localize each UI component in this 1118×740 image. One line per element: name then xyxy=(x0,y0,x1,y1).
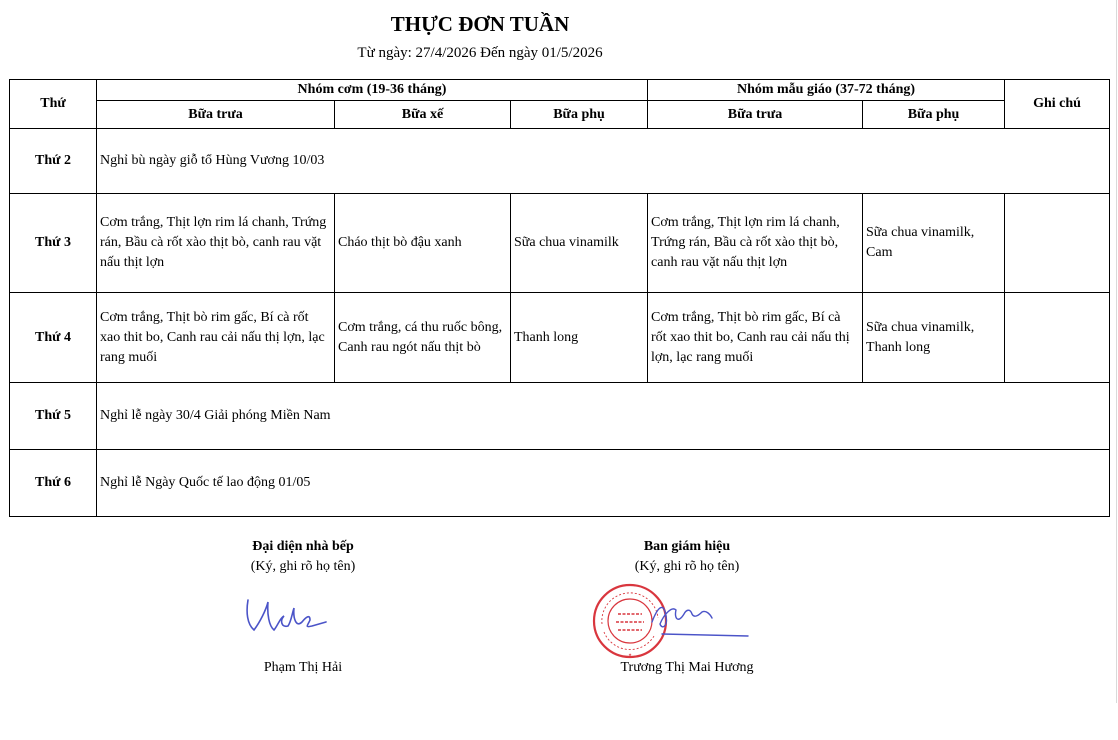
table-row xyxy=(10,383,1110,450)
page-title: THỰC ĐƠN TUẦN xyxy=(390,12,570,36)
school-stamp xyxy=(594,585,666,657)
board-hint: (Ký, ghi rõ họ tên) xyxy=(634,559,740,574)
day-cell: Thứ 6 xyxy=(10,450,97,517)
kitchen-signer-name: Phạm Thị Hải xyxy=(263,660,343,675)
mg-snack-cell: Sữa chua vinamilk, Thanh long xyxy=(863,293,1005,383)
date-range: Từ ngày: 27/4/2026 Đến ngày 01/5/2026 xyxy=(357,45,603,61)
header-nt-bua-phu: Bữa phụ xyxy=(511,101,648,129)
header-nt-bua-xe: Bữa xế xyxy=(335,101,511,129)
nt-lunch-cell: Cơm trắng, Thịt lợn rim lá chanh, Trứng rán, Bầu cà rốt xào thịt bò, canh rau vặt nấu thịt lợn xyxy=(97,194,335,293)
header-mg-bua-trua: Bữa trưa xyxy=(648,101,863,129)
nt-afternoon-cell: Cháo thịt bò đậu xanh xyxy=(335,194,511,293)
header-row-1 xyxy=(10,80,1110,101)
board-role: Ban giám hiệu xyxy=(643,539,731,554)
svg-text:★: ★ xyxy=(628,652,632,657)
official-stamp-and-signature xyxy=(592,580,752,662)
note-cell xyxy=(1005,194,1110,293)
holiday-note: Nghỉ bù ngày giỗ tổ Hùng Vương 10/03 xyxy=(97,129,1110,194)
kitchen-role: Đại diện nhà bếp xyxy=(252,539,354,554)
header-group-mau-giao: Nhóm mẫu giáo (37-72 tháng) xyxy=(648,80,1005,101)
header-row-2 xyxy=(10,101,1110,129)
table-row xyxy=(10,293,1110,383)
board-signature-block xyxy=(587,537,787,577)
sheet-bottom-area xyxy=(0,703,1118,740)
mg-lunch-cell: Cơm trắng, Thịt lợn rim lá chanh, Trứng rán, Bầu cà rốt xào thịt bò, canh rau vặt nấu thịt lợn xyxy=(648,194,863,293)
mg-snack-cell: Sữa chua vinamilk, Cam xyxy=(863,194,1005,293)
header-day: Thứ xyxy=(10,80,97,129)
note-cell xyxy=(1005,293,1110,383)
header-mg-bua-phu: Bữa phụ xyxy=(863,101,1005,129)
kitchen-handwritten-signature xyxy=(238,592,333,637)
day-cell: Thứ 2 xyxy=(10,129,97,194)
header-note: Ghi chú xyxy=(1005,80,1110,129)
mg-lunch-cell: Cơm trắng, Thịt bò rim gấc, Bí cà rốt xao thit bo, Canh rau cải nấu thị lợn, lạc rang muối xyxy=(648,293,863,383)
day-cell: Thứ 5 xyxy=(10,383,97,450)
holiday-note: Nghỉ lễ ngày 30/4 Giải phóng Miền Nam xyxy=(97,383,1110,450)
table-row xyxy=(10,450,1110,517)
day-cell: Thứ 3 xyxy=(10,194,97,293)
kitchen-signature-block xyxy=(203,537,403,577)
nt-snack-cell: Thanh long xyxy=(511,293,648,383)
holiday-note: Nghỉ lễ Ngày Quốc tế lao động 01/05 xyxy=(97,450,1110,517)
sheet-right-border xyxy=(1116,0,1117,740)
nt-lunch-cell: Cơm trắng, Thịt bò rim gấc, Bí cà rốt xao thit bo, Canh rau cải nấu thị lợn, lạc rang muối xyxy=(97,293,335,383)
board-signer-name: Trương Thị Mai Hương xyxy=(620,660,754,675)
nt-afternoon-cell: Cơm trắng, cá thu ruốc bông, Canh rau ngót nấu thịt bò xyxy=(335,293,511,383)
header-group-nha-tre: Nhóm cơm (19-36 tháng) xyxy=(97,80,648,101)
table-row xyxy=(10,194,1110,293)
header-nt-bua-trua: Bữa trưa xyxy=(97,101,335,129)
menu-table xyxy=(9,79,1110,517)
table-row xyxy=(10,129,1110,194)
day-cell: Thứ 4 xyxy=(10,293,97,383)
nt-snack-cell: Sữa chua vinamilk xyxy=(511,194,648,293)
kitchen-hint: (Ký, ghi rõ họ tên) xyxy=(250,559,356,574)
